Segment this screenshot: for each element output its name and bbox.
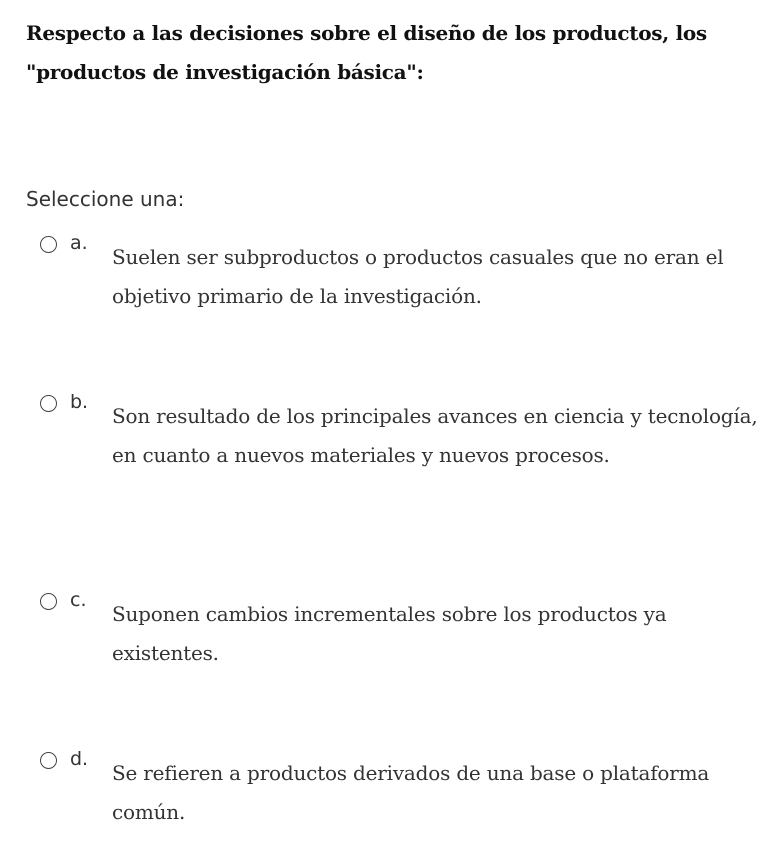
option-a[interactable]	[36, 232, 766, 326]
question-text: Respecto a las decisiones sobre el diseño de los productos, los "productos de investigación básica":	[26, 21, 707, 84]
radio-button-c[interactable]	[40, 593, 57, 610]
option-letter-a: a.	[70, 232, 88, 254]
option-text-c[interactable]: Suponen cambios incrementales sobre los productos ya existentes.	[112, 602, 667, 665]
option-d[interactable]	[36, 748, 766, 842]
option-text-a[interactable]: Suelen ser subproductos o productos casuales que no eran el objetivo primario de la investigación.	[112, 245, 724, 308]
radio-button-a[interactable]	[40, 236, 57, 253]
option-b[interactable]	[36, 391, 766, 515]
option-text-d[interactable]: Se refieren a productos derivados de una base o plataforma común.	[112, 761, 710, 824]
option-letter-d: d.	[70, 748, 89, 770]
option-letter-c: c.	[70, 589, 87, 611]
option-letter-b: b.	[70, 391, 89, 413]
radio-button-d[interactable]	[40, 752, 57, 769]
option-text-b[interactable]: Son resultado de los principales avances en ciencia y tecnología, en cuanto a nuevos materiales y nuevos procesos.	[112, 404, 758, 467]
option-c[interactable]	[36, 589, 766, 683]
select-one-prompt: Seleccione una:	[26, 187, 185, 211]
radio-button-b[interactable]	[40, 395, 57, 412]
